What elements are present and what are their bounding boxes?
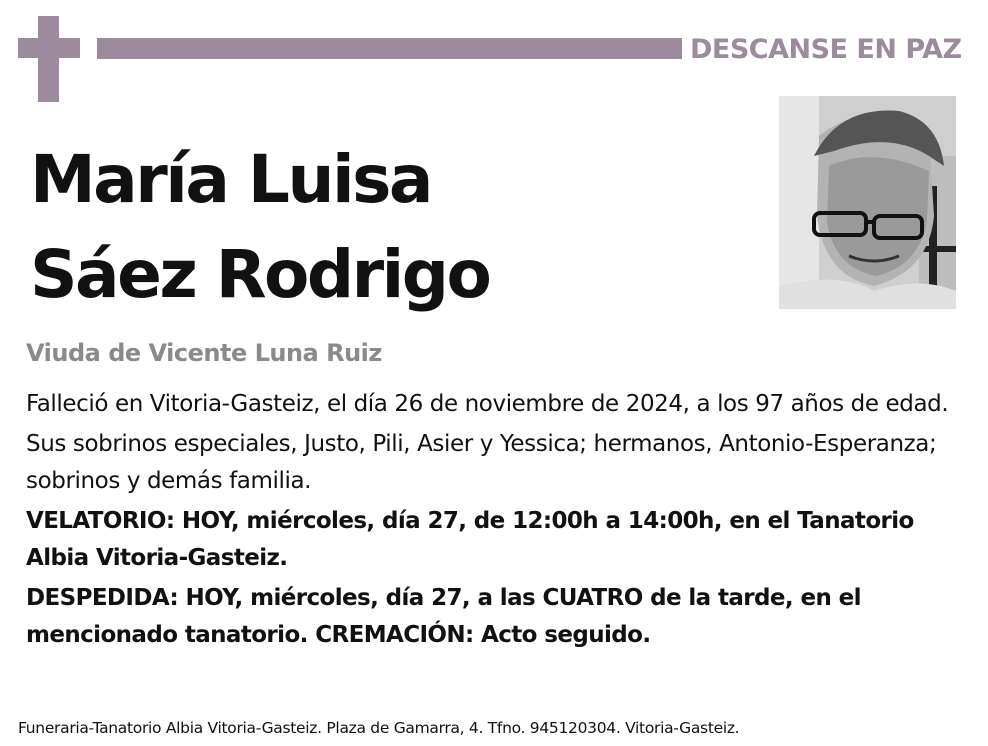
notice-body [26,386,966,657]
death-notice-text: Falleció en Vitoria-Gasteiz, el día 26 de noviembre de 2024, a los 97 años de edad. [26,391,949,417]
latin-cross-icon [18,16,80,102]
funeral-home-footer: Funeraria-Tanatorio Albia Vitoria-Gasteiz. Plaza de Gamarra, 4. Tfno. 945120304. Vitoria-Gasteiz. [18,719,740,737]
deceased-photo [779,96,956,309]
rip-heading: DESCANSE EN PAZ [690,34,962,65]
farewell-text: DESPEDIDA: HOY, miércoles, día 27, a las CUATRO de la tarde, en el mencionado tanatorio. CREMACIÓN: Acto seguido. [26,585,861,648]
deceased-name [30,132,750,322]
wake-text: VELATORIO: HOY, miércoles, día 27, de 12:00h a 14:00h, en el Tanatorio Albia Vitoria-Gasteiz. [26,508,914,571]
header-band [97,38,682,59]
name-line-1: María Luisa [30,141,431,218]
name-line-2: Sáez Rodrigo [30,236,490,313]
family-text: Sus sobrinos especiales, Justo, Pili, Asier y Yessica; hermanos, Antonio-Esperanza; sobrinos y demás familia. [26,431,937,494]
relation-subtitle: Viuda de Vicente Luna Ruiz [26,339,382,367]
